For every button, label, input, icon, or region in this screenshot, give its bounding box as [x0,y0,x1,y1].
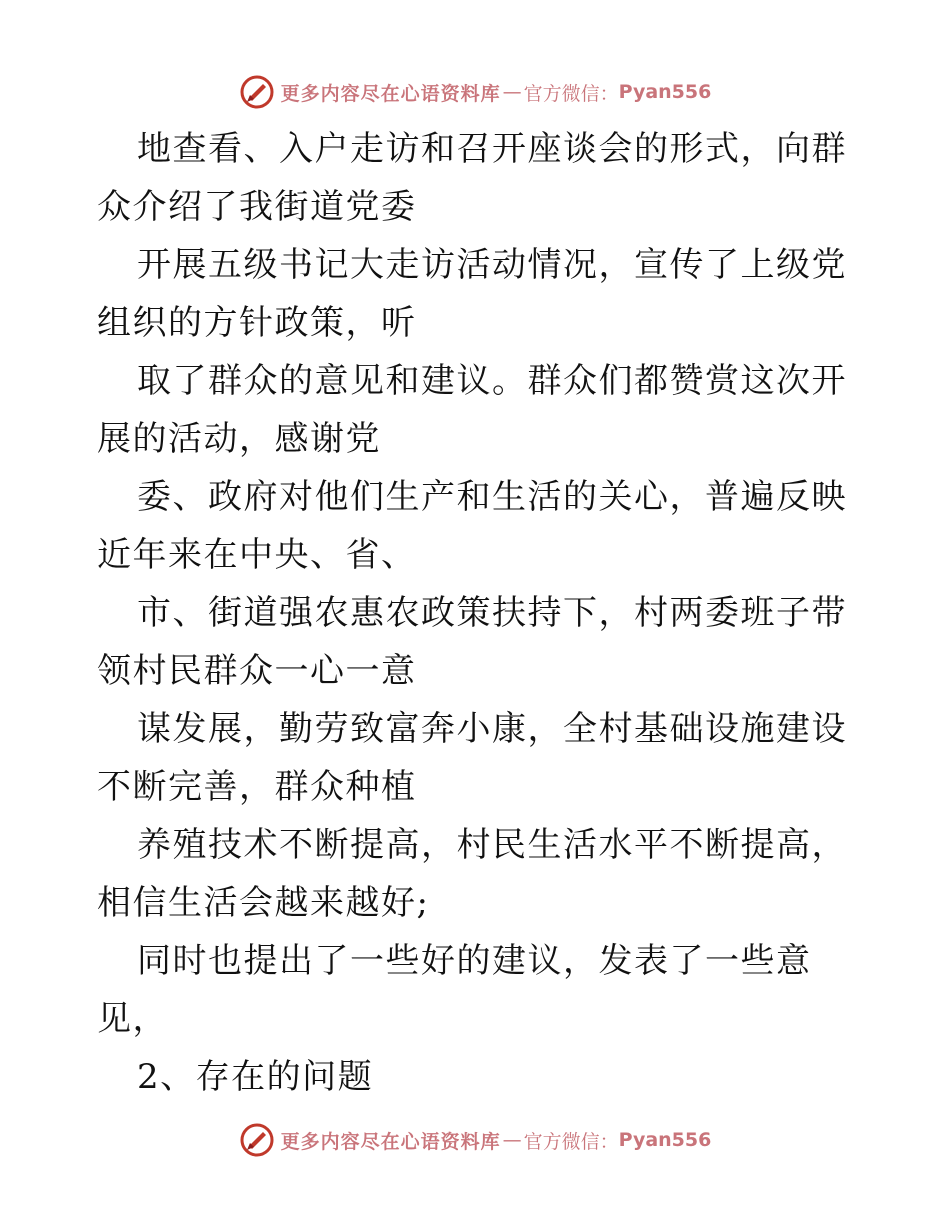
section-heading: 2、存在的问题 [137,1057,374,1097]
paragraph: 市、街道强农惠农政策扶持下，村两委班子带领村民群众一心一意 [97,593,847,691]
watermark-brand: 更多内容尽在心语资料库 [280,1130,501,1153]
paragraph: 开展五级书记大走访活动情况，宣传了上级党组织的方针政策，听 [97,245,847,343]
logo-icon [239,74,275,110]
header-watermark [0,72,950,112]
watermark-dash: — [502,81,522,103]
watermark-wechat-label: 官方微信： [523,1130,619,1153]
footer-watermark [0,1120,950,1160]
paragraph: 委、政府对他们生产和生活的关心，普遍反映近年来在中央、省、 [97,477,847,575]
logo-icon [239,1122,275,1158]
paragraph: 取了群众的意见和建议。群众们都赞赏这次开展的活动，感谢党 [97,361,847,459]
watermark-wechat-label: 官方微信： [523,82,619,105]
paragraph: 同时也提出了一些好的建议，发表了一些意见， [97,941,812,1039]
watermark-wechat-id: Pyan556 [618,1129,712,1151]
paragraph: 谋发展，勤劳致富奔小康，全村基础设施建设不断完善，群众种植 [97,709,847,807]
paragraph: 地查看、入户走访和召开座谈会的形式，向群众介绍了我街道党委 [97,129,847,227]
watermark-dash: — [502,1129,522,1151]
document-body [97,120,857,1106]
watermark-wechat-id: Pyan556 [618,81,712,103]
paragraph: 养殖技术不断提高，村民生活水平不断提高，相信生活会越来越好; [97,825,847,923]
watermark-brand: 更多内容尽在心语资料库 [280,82,501,105]
